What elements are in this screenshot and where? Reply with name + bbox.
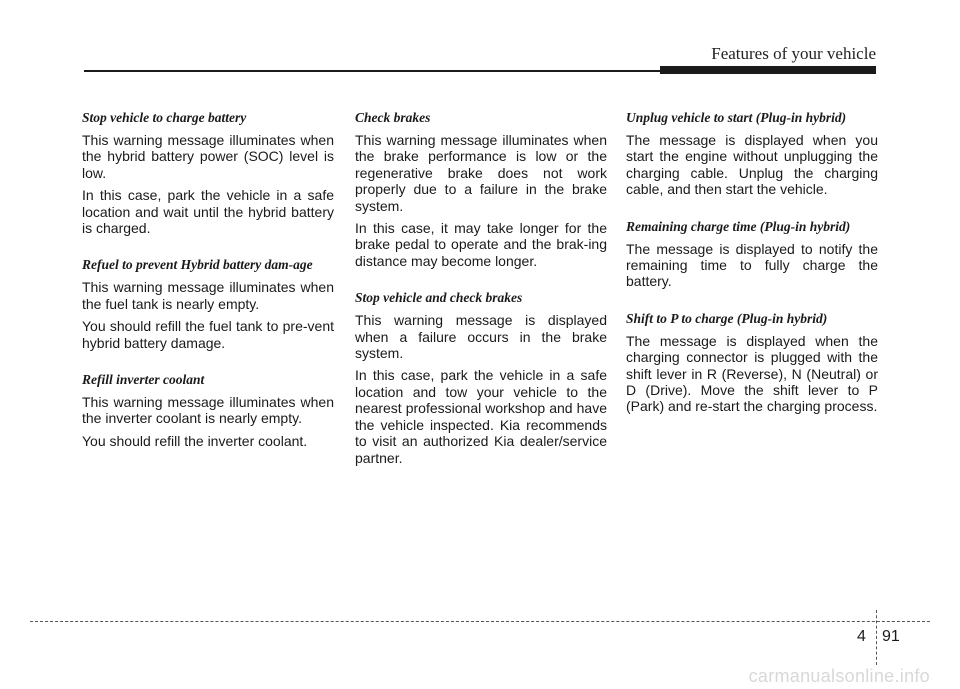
- header-rule-thin: [84, 70, 660, 72]
- section-paragraph: The message is displayed to notify the remaining time to fully charge the battery.: [626, 240, 878, 290]
- section-shift-to-p-to-charge: [626, 311, 878, 415]
- section-paragraph: This warning message illuminates when the brake performance is low or the regenerative brake does not work properly due to a failure in the brake system.: [355, 132, 607, 214]
- section-heading: Remaining charge time (Plug-in hybrid): [626, 218, 851, 234]
- footer-dashed-rule: [30, 621, 930, 622]
- page-number-divider: [876, 610, 877, 665]
- section-paragraph: In this case, park the vehicle in a safe location and tow your vehicle to the nearest professional workshop and have the vehicle inspected. Kia recommends to visit an authorized Kia dealer/service partner.: [355, 367, 607, 466]
- page-number: 91: [882, 628, 900, 645]
- chapter-number: 4: [857, 628, 866, 645]
- section-paragraph: This warning message illuminates when the fuel tank is nearly empty.: [82, 279, 334, 312]
- section-paragraph: This warning message illuminates when the inverter coolant is nearly empty.: [82, 394, 334, 427]
- section-heading: Stop vehicle to charge battery: [82, 110, 247, 125]
- section-paragraph: This warning message is displayed when a failure occurs in the brake system.: [355, 312, 607, 362]
- section-refuel-to-prevent-damage: [82, 257, 334, 351]
- section-heading: Check brakes: [355, 110, 431, 125]
- section-paragraph: In this case, it may take longer for the brake pedal to operate and the brak-ing distance may become longer.: [355, 220, 607, 269]
- column-1: [82, 110, 334, 470]
- watermark: carmanualsonline.info: [748, 666, 930, 686]
- section-stop-vehicle-and-check-brakes: [355, 290, 607, 466]
- section-paragraph: The message is displayed when you start the engine without unplugging the charging cable. Unplug the charging cable, and then start the vehicle.: [626, 132, 878, 198]
- section-stop-vehicle-to-charge-battery: [82, 110, 334, 236]
- section-remaining-charge-time: [626, 219, 878, 290]
- section-paragraph: You should refill the fuel tank to pre-vent hybrid battery damage.: [82, 318, 334, 351]
- section-heading: Refuel to prevent Hybrid battery dam-age: [82, 257, 313, 273]
- section-heading: Unplug vehicle to start (Plug-in hybrid): [626, 110, 847, 125]
- header-title: Features of your vehicle: [711, 44, 876, 63]
- section-heading: Refill inverter coolant: [82, 372, 205, 388]
- section-unplug-vehicle-to-start: [626, 110, 878, 198]
- column-3: [626, 110, 878, 436]
- section-paragraph: In this case, park the vehicle in a safe location and wait until the hybrid battery is charged.: [82, 187, 334, 237]
- section-paragraph: The message is displayed when the charging connector is plugged with the shift lever in R (Reverse), N (Neutral) or D (Drive). Move the shift lever to P (Park) and re-start the charging process.: [626, 332, 878, 415]
- section-refill-inverter-coolant: [82, 372, 334, 449]
- header-rule-thick: [660, 66, 876, 74]
- section-heading: Stop vehicle and check brakes: [355, 290, 523, 306]
- section-heading: Shift to P to charge (Plug-in hybrid): [626, 310, 828, 326]
- column-2: [355, 110, 607, 487]
- section-paragraph: This warning message illuminates when the hybrid battery power (SOC) level is low.: [82, 132, 334, 181]
- section-check-brakes: [355, 110, 607, 269]
- section-paragraph: You should refill the inverter coolant.: [82, 432, 308, 449]
